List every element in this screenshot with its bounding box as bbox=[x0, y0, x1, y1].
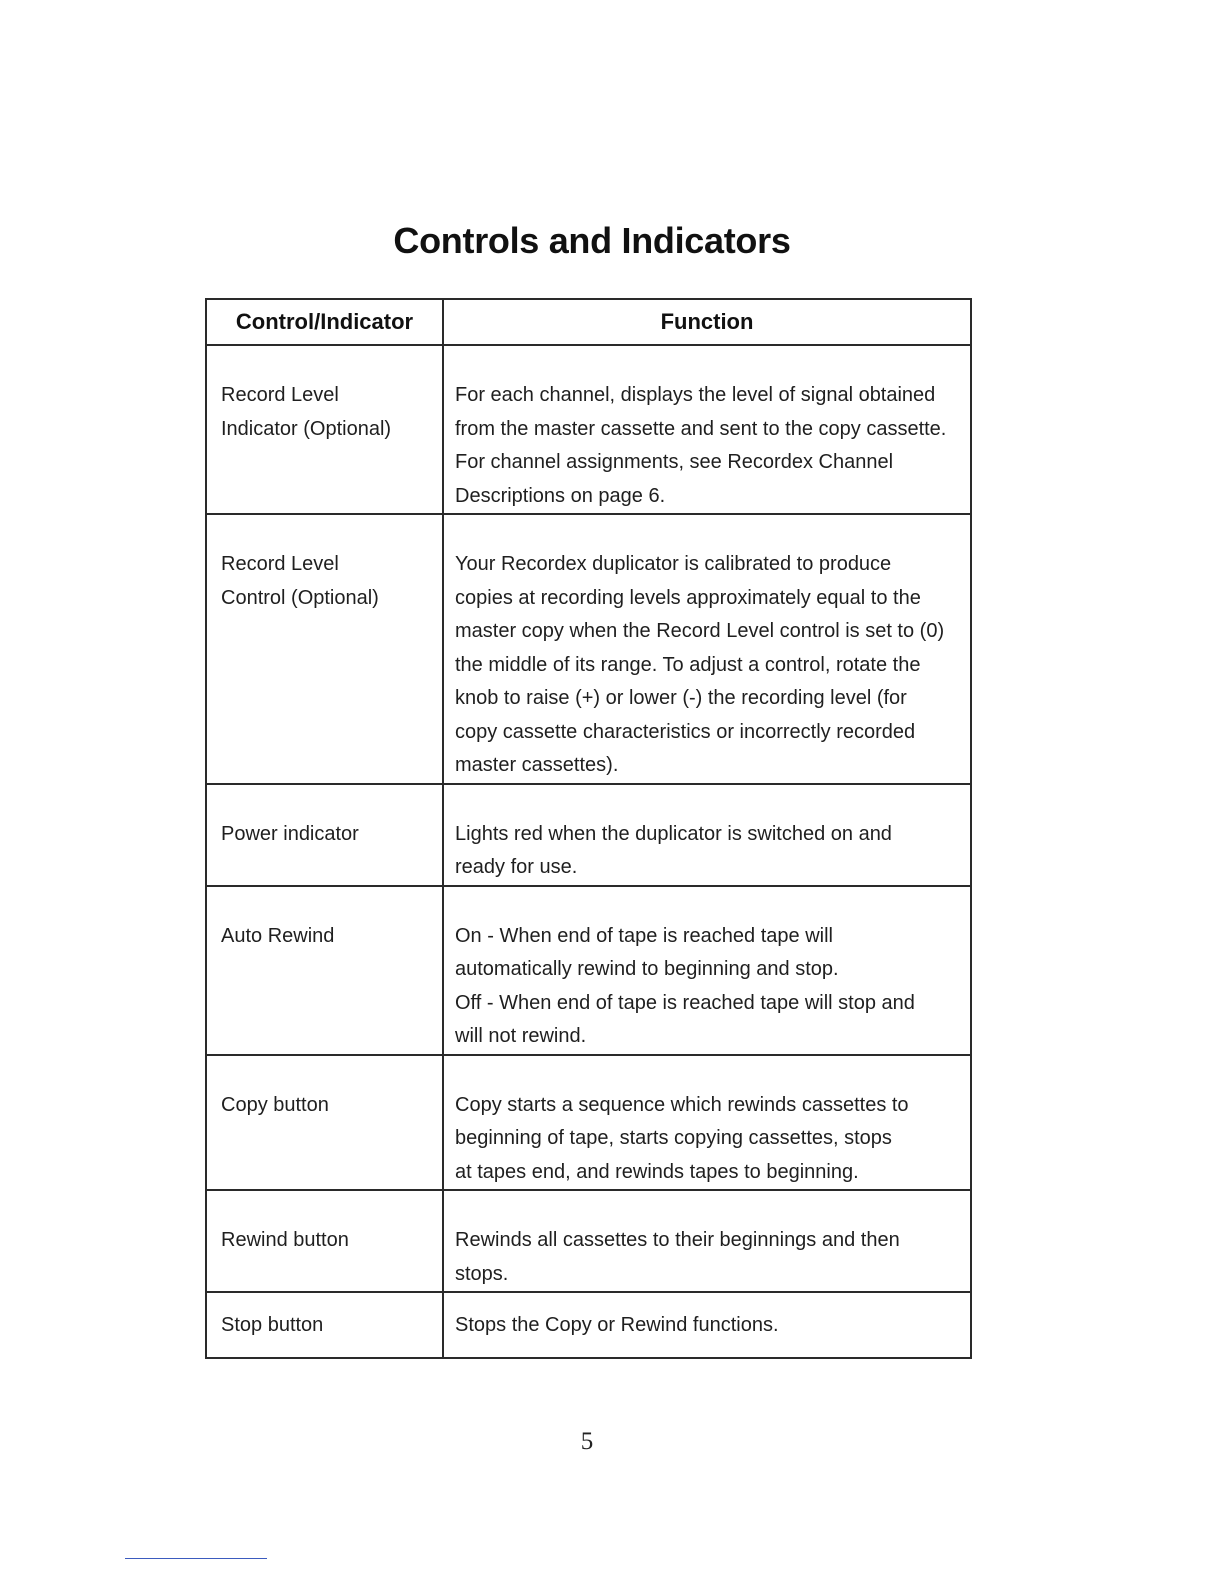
page-title: Controls and Indicators bbox=[393, 220, 791, 261]
function-text: beginning of tape, starts copying cassettes, stops bbox=[455, 1127, 892, 1149]
function-cell bbox=[443, 886, 971, 1055]
function-cell bbox=[443, 514, 971, 784]
control-cell bbox=[206, 784, 443, 886]
function-text: For channel assignments, see Recordex Channel bbox=[455, 451, 894, 473]
function-text: ready for use. bbox=[455, 856, 578, 878]
control-text: Copy button bbox=[221, 1093, 329, 1116]
table-row bbox=[206, 514, 971, 784]
function-text: Lights red when the duplicator is switched on and bbox=[455, 822, 892, 845]
footnote-divider bbox=[125, 1558, 267, 1559]
function-text: For each channel, displays the level of signal obtained bbox=[455, 384, 936, 406]
function-text: automatically rewind to beginning and stop. bbox=[455, 958, 839, 980]
control-cell bbox=[206, 1055, 443, 1191]
function-text: copy cassette characteristics or incorrectly recorded bbox=[455, 720, 916, 743]
function-text: master copy when the Record Level control is set to (0) bbox=[455, 620, 945, 642]
table-row bbox=[206, 886, 971, 1055]
control-text: Control (Optional) bbox=[221, 586, 379, 609]
control-text: Power indicator bbox=[221, 822, 359, 845]
control-cell bbox=[206, 514, 443, 784]
control-cell bbox=[206, 345, 443, 514]
function-text: Descriptions on page 6. bbox=[455, 484, 666, 507]
function-cell bbox=[443, 784, 971, 886]
header-function: Function bbox=[443, 299, 971, 345]
table-row bbox=[206, 1190, 971, 1292]
function-text: copies at recording levels approximately equal to the bbox=[455, 586, 921, 609]
table-row bbox=[206, 1292, 971, 1358]
function-text: Off - When end of tape is reached tape will stop and bbox=[455, 991, 915, 1014]
function-cell bbox=[443, 1190, 971, 1292]
function-text: master cassettes). bbox=[455, 754, 619, 776]
control-cell bbox=[206, 1190, 443, 1292]
control-cell bbox=[206, 1292, 443, 1358]
header-control-indicator: Control/Indicator bbox=[206, 299, 443, 345]
function-text: On - When end of tape is reached tape will bbox=[455, 924, 833, 947]
table-header-row bbox=[206, 299, 971, 345]
function-text: Rewinds all cassettes to their beginnings and then bbox=[455, 1229, 900, 1251]
function-text: Stops the Copy or Rewind functions. bbox=[455, 1314, 779, 1336]
function-text: at tapes end, and rewinds tapes to beginning. bbox=[455, 1160, 859, 1183]
table-row bbox=[206, 1055, 971, 1191]
table-row bbox=[206, 345, 971, 514]
function-cell bbox=[443, 345, 971, 514]
function-text: Copy starts a sequence which rewinds cassettes to bbox=[455, 1093, 909, 1116]
function-text: will not rewind. bbox=[455, 1025, 587, 1047]
function-cell bbox=[443, 1055, 971, 1191]
controls-table bbox=[205, 298, 972, 1359]
function-text: stops. bbox=[455, 1262, 509, 1285]
table-row bbox=[206, 784, 971, 886]
page-number: 5 bbox=[580, 1428, 594, 1455]
control-text: Rewind button bbox=[221, 1229, 349, 1251]
control-text: Stop button bbox=[221, 1314, 324, 1336]
function-text: the middle of its range. To adjust a control, rotate the bbox=[455, 653, 921, 676]
control-text: Record Level bbox=[221, 384, 339, 406]
control-cell bbox=[206, 886, 443, 1055]
control-text: Auto Rewind bbox=[221, 924, 335, 947]
function-cell bbox=[443, 1292, 971, 1358]
function-text: Your Recordex duplicator is calibrated to produce bbox=[455, 553, 892, 575]
control-text: Record Level bbox=[221, 553, 339, 575]
function-text: from the master cassette and sent to the copy cassette. bbox=[455, 417, 947, 440]
function-text: knob to raise (+) or lower (-) the recording level (for bbox=[455, 687, 907, 709]
control-text: Indicator (Optional) bbox=[221, 417, 392, 440]
